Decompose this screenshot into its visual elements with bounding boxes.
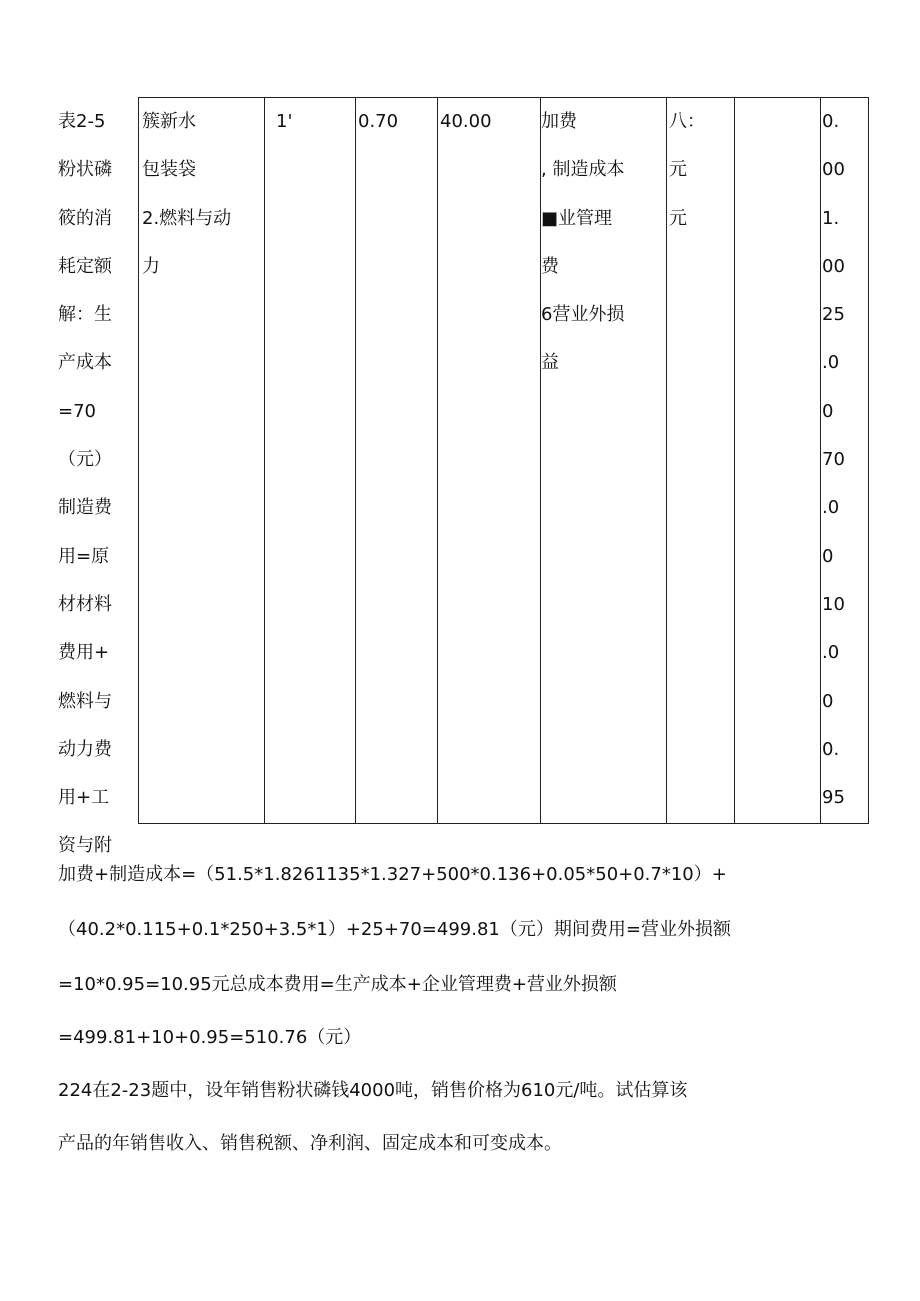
left-text-line: 燃料与: [58, 690, 112, 712]
table-column-6: [669, 98, 705, 243]
table-cell-line: , 制造成本: [541, 159, 625, 181]
table-cell-line: 00: [822, 159, 845, 181]
body-paragraph: 加费+制造成本=（51.5*1.8261135*1.327+500*0.136+0.05*50+0.7*10）+: [58, 864, 727, 885]
left-text-line: 解：生: [58, 304, 112, 326]
table-column-1: [142, 98, 231, 291]
table-cell-line: 0: [822, 690, 834, 712]
table-cell-line: 1': [276, 111, 293, 132]
left-text-line: =70: [58, 400, 96, 422]
table-cell-line: 0.: [822, 738, 840, 760]
left-text-line: 动力费: [58, 738, 112, 760]
table-cell-line: 0.70: [358, 111, 399, 132]
body-paragraph: 产品的年销售收入、销售税额、净利润、固定成本和可变成本。: [58, 1133, 562, 1154]
table-cell-line: 1.: [822, 207, 840, 229]
table-cell-line: 元: [669, 159, 687, 181]
body-paragraph: =499.81+10+0.95=510.76（元）: [58, 1027, 362, 1048]
left-text-line: 耗定额: [58, 255, 112, 277]
left-text-column: [58, 98, 112, 871]
table-divider: [820, 97, 821, 824]
table-column-4: [440, 98, 492, 146]
table-cell-line: .0: [822, 497, 840, 519]
table-divider: [138, 97, 139, 824]
left-text-line: 资与附: [58, 835, 112, 857]
left-text-line: 费用+: [58, 642, 110, 664]
left-text-line: 筱的消: [58, 207, 112, 229]
table-divider: [734, 97, 735, 824]
left-text-line: （元）: [58, 449, 112, 471]
body-paragraph: （40.2*0.115+0.1*250+3.5*1）+25+70=499.81（元）期间费用=营业外损额: [58, 919, 731, 940]
data-table: [138, 97, 869, 824]
left-text-line: 材材料: [58, 593, 112, 615]
table-divider: [868, 97, 869, 824]
table-cell-line: 0: [822, 400, 834, 422]
left-text-line: 制造费: [58, 497, 112, 519]
table-cell-line: 费: [541, 255, 559, 277]
table-cell-line: 0.: [822, 111, 840, 132]
table-cell-line: 包装袋: [142, 159, 196, 181]
table-cell-line: 加费: [541, 111, 577, 132]
table-column-5: [541, 98, 624, 388]
table-column-2: [276, 98, 292, 146]
table-divider: [437, 97, 438, 824]
left-text-line: 用+工: [58, 787, 110, 809]
table-cell-line: .0: [822, 642, 840, 664]
body-paragraph: =10*0.95=10.95元总成本费用=生产成本+企业管理费+营业外损额: [58, 974, 617, 995]
table-cell-line: 八：: [669, 111, 705, 132]
table-cell-line: 6营业外损: [541, 304, 625, 326]
table-column-3: [358, 98, 398, 146]
table-cell-line: 2.燃料与动: [142, 207, 232, 229]
table-cell-line: 益: [541, 352, 559, 374]
left-text-line: 表2-5: [58, 111, 106, 132]
table-cell-line: 簇新水: [142, 111, 196, 132]
table-divider: [355, 97, 356, 824]
table-cell-line: 10: [822, 593, 845, 615]
table-cell-line: .0: [822, 352, 840, 374]
table-cell-line: 元: [669, 207, 687, 229]
left-text-line: 产成本: [58, 352, 112, 374]
table-cell-line: ■业管理: [541, 207, 613, 229]
table-cell-line: 70: [822, 449, 845, 471]
table-cell-line: 0: [822, 545, 834, 567]
left-text-line: 用=原: [58, 545, 110, 567]
table-column-8: [822, 98, 845, 822]
table-cell-line: 25: [822, 304, 845, 326]
body-paragraph: 224在2-23题中，设年销售粉状磷钱4000吨，销售价格为610元/吨。试估算该: [58, 1080, 688, 1101]
table-cell-line: 00: [822, 255, 845, 277]
left-text-line: 粉状磷: [58, 159, 112, 181]
table-cell-line: 40.00: [440, 111, 492, 132]
table-cell-line: 95: [822, 787, 845, 809]
table-cell-line: 力: [142, 255, 160, 277]
table-divider: [264, 97, 265, 824]
table-divider: [666, 97, 667, 824]
